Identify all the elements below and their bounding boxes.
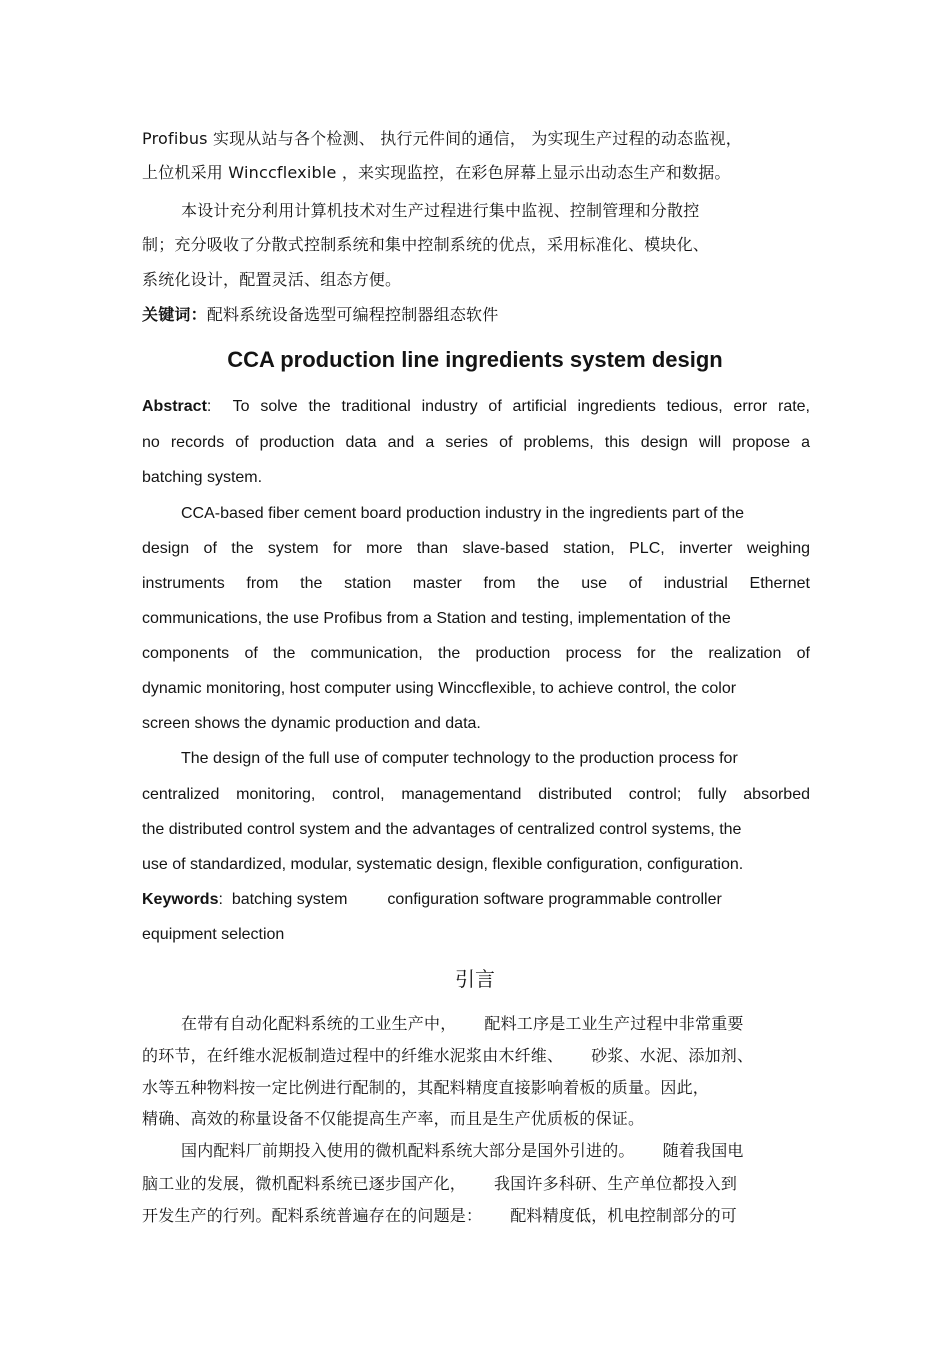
intro-p2-line-3-a: 开发生产的行列。配料系统普遍存在的问题是： — [142, 1206, 483, 1225]
english-title: CCA production line ingredients system design — [227, 347, 723, 372]
en-keywords — [142, 892, 722, 908]
intro-p1-line-1-a: 在带有自动化配料系统的工业生产中， — [181, 1014, 457, 1033]
cn-abstract-line-2: 上位机采用 Winccflexible ，来实现监控，在彩色屏幕上显示出动态生产和数据。 — [142, 163, 731, 182]
cn-abstract-line-3: 本设计充分利用计算机技术对生产过程进行集中监视、控制管理和分散控 — [181, 201, 700, 220]
intro-p1-line-1 — [181, 1016, 744, 1032]
en-keywords-line-2: equipment selection — [142, 926, 285, 943]
cn-keywords-label: 关键词： — [142, 305, 207, 324]
keywords-part-b: configuration software programmable controller — [387, 891, 722, 908]
keywords-sep: : — [218, 891, 223, 908]
cn-keywords — [142, 307, 498, 323]
en-abstract-p2-line-3: instruments from the station master from the use of industrial Ethernet — [142, 575, 810, 592]
en-abstract-p2-line-7: screen shows the dynamic production and data. — [142, 715, 481, 732]
intro-p2-line-3-b: 配料精度低，机电控制部分的可 — [510, 1206, 738, 1225]
keywords-part-a: batching system — [231, 891, 348, 908]
en-abstract-p2-line-5: components of the communication, the production process for the realization of — [142, 645, 810, 662]
en-abstract-p2-line-2: design of the system for more than slave-based station, PLC, inverter weighing — [142, 540, 810, 557]
intro-p1-line-2 — [142, 1048, 753, 1064]
en-abstract-p1-line-1: To solve the traditional industry of artificial ingredients tedious, error rate, — [232, 398, 811, 415]
intro-heading: 引言 — [455, 967, 495, 991]
en-abstract-p2-line-6: dynamic monitoring, host computer using Winccflexible, to achieve control, the color — [142, 680, 737, 697]
intro-p2-line-2-a: 脑工业的发展，微机配料系统已逐步国产化， — [142, 1174, 467, 1193]
en-abstract-line-1 — [142, 399, 810, 415]
en-abstract-p3-line-1: The design of the full use of computer technology to the production process for — [181, 750, 738, 767]
intro-p2-line-1-b: 随着我国电 — [662, 1141, 744, 1160]
abstract-label: Abstract — [142, 398, 207, 415]
intro-p2-line-2-b: 我国许多科研、生产单位都投入到 — [494, 1174, 738, 1193]
intro-p2-line-1 — [181, 1143, 744, 1159]
cn-abstract-line-4: 制；充分吸收了分散式控制系统和集中控制系统的优点，采用标准化、模块化、 — [142, 235, 710, 254]
intro-p1-line-4: 精确、高效的称量设备不仅能提高生产率，而且是生产优质板的保证。 — [142, 1109, 645, 1128]
intro-p2-line-2 — [142, 1176, 737, 1192]
intro-p1-line-1-b: 配料工序是工业生产过程中非常重要 — [484, 1014, 744, 1033]
cn-keywords-text: 配料系统设备选型可编程控制器组态软件 — [206, 305, 499, 324]
intro-p2-line-3 — [142, 1208, 737, 1224]
en-abstract-p3-line-3: the distributed control system and the advantages of centralized control systems, the — [142, 821, 742, 838]
en-abstract-p2-line-1: CCA-based fiber cement board production industry in the ingredients part of the — [181, 505, 744, 522]
cn-abstract-line-1: Profibus 实现从站与各个检测、 执行元件间的通信， 为实现生产过程的动态监视， — [142, 129, 742, 148]
en-abstract-p3-line-4: use of standardized, modular, systematic design, flexible configuration, configuration. — [142, 856, 744, 873]
en-abstract-p2-line-4: communications, the use Profibus from a Station and testing, implementation of the — [142, 610, 731, 627]
keywords-label: Keywords — [142, 891, 219, 908]
abstract-sep: : — [206, 398, 212, 415]
intro-p1-line-2-b: 砂浆、水泥、添加剂、 — [591, 1046, 754, 1065]
intro-p2-line-1-a: 国内配料厂前期投入使用的微机配料系统大部分是国外引进的。 — [181, 1141, 635, 1160]
cn-abstract-line-5: 系统化设计，配置灵活、组态方便。 — [142, 270, 402, 289]
en-abstract-p1-line-2: no records of production data and a series of problems, this design will propose a — [142, 434, 810, 451]
intro-p1-line-3: 水等五种物料按一定比例进行配制的，其配料精度直接影响着板的质量。因此， — [142, 1078, 710, 1097]
intro-p1-line-2-a: 的环节，在纤维水泥板制造过程中的纤维水泥浆由木纤维、 — [142, 1046, 564, 1065]
en-abstract-p1-line-3: batching system. — [142, 469, 263, 486]
en-abstract-p3-line-2: centralized monitoring, control, managementand distributed control; fully absorbed — [142, 786, 810, 803]
